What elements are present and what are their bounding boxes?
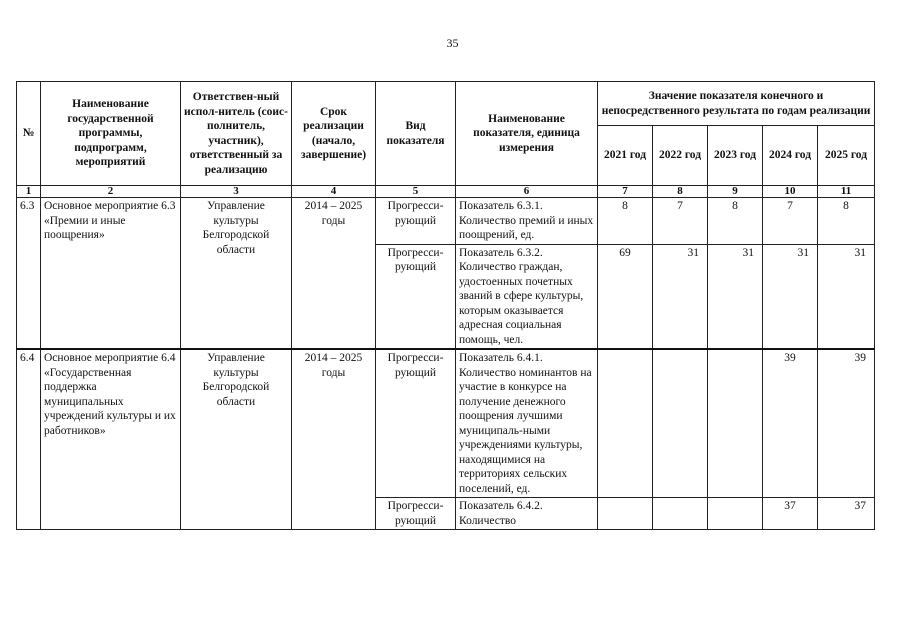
value-2024: 37 <box>763 498 818 530</box>
value-2021: 8 <box>598 198 653 245</box>
row-number: 6.3 <box>17 198 41 350</box>
value-2023: 8 <box>708 198 763 245</box>
value-2022: 31 <box>653 244 708 349</box>
table-row <box>17 198 875 245</box>
indicator-name: Показатель 6.4.1. Количество номинантов на участие в конкурсе на получение денежного поощрения лучшими муниципаль-ными учреждениями культуры, находящимися на территориях сельских поселений, ед. <box>456 349 598 498</box>
header-responsible: Ответствен-ный испол-нитель (соис-полнитель, участник), ответственный за реализацию <box>181 82 292 186</box>
indicator-name: Показатель 6.3.1. Количество премий и иных поощрений, ед. <box>456 198 598 245</box>
value-2023 <box>708 349 763 498</box>
header-values-group: Значение показателя конечного и непосредственного результата по годам реализации <box>598 82 875 126</box>
value-2022 <box>653 349 708 498</box>
value-2024: 39 <box>763 349 818 498</box>
column-number: 5 <box>376 186 456 198</box>
indicator-name: Показатель 6.4.2. Количество <box>456 498 598 530</box>
responsible-executor: Управление культуры Белгородской области <box>181 349 292 530</box>
value-2025: 31 <box>818 244 875 349</box>
value-2023: 31 <box>708 244 763 349</box>
header-year-2025: 2025 год <box>818 126 875 186</box>
column-number: 2 <box>41 186 181 198</box>
column-number: 7 <box>598 186 653 198</box>
indicator-type: Прогресси-рующий <box>376 198 456 245</box>
header-year-2022: 2022 год <box>653 126 708 186</box>
header-program: Наименование государственной программы, подпрограмм, мероприятий <box>41 82 181 186</box>
header-type: Вид показателя <box>376 82 456 186</box>
indicator-type: Прогресси-рующий <box>376 244 456 349</box>
value-2021: 69 <box>598 244 653 349</box>
program-name: Основное мероприятие 6.3 «Премии и иные поощрения» <box>41 198 181 350</box>
header-no: № <box>17 82 41 186</box>
value-2021 <box>598 349 653 498</box>
indicators-table <box>16 81 875 530</box>
column-number: 1 <box>17 186 41 198</box>
indicator-type: Прогресси-рующий <box>376 349 456 498</box>
indicator-type: Прогресси-рующий <box>376 498 456 530</box>
column-number: 10 <box>763 186 818 198</box>
column-number: 6 <box>456 186 598 198</box>
indicator-name: Показатель 6.3.2. Количество граждан, удостоенных почетных званий в сфере культуры, которым оказывается адресная социальная помощь, чел. <box>456 244 598 349</box>
program-name: Основное мероприятие 6.4 «Государственная поддержка муниципальных учреждений культуры и их работников» <box>41 349 181 530</box>
row-number: 6.4 <box>17 349 41 530</box>
value-2024: 7 <box>763 198 818 245</box>
value-2022: 7 <box>653 198 708 245</box>
header-year-2023: 2023 год <box>708 126 763 186</box>
header-year-2021: 2021 год <box>598 126 653 186</box>
value-2025: 8 <box>818 198 875 245</box>
column-number: 8 <box>653 186 708 198</box>
page-number: 35 <box>446 36 459 50</box>
value-2021 <box>598 498 653 530</box>
value-2023 <box>708 498 763 530</box>
column-number: 11 <box>818 186 875 198</box>
value-2024: 31 <box>763 244 818 349</box>
responsible-executor: Управление культуры Белгородской области <box>181 198 292 350</box>
header-year-2024: 2024 год <box>763 126 818 186</box>
header-term: Срок реализации (начало, завершение) <box>292 82 376 186</box>
value-2022 <box>653 498 708 530</box>
header-indicator: Наименование показателя, единица измерения <box>456 82 598 186</box>
value-2025: 39 <box>818 349 875 498</box>
table-row <box>17 349 875 498</box>
implementation-term: 2014 – 2025 годы <box>292 349 376 530</box>
column-number: 3 <box>181 186 292 198</box>
implementation-term: 2014 – 2025 годы <box>292 198 376 350</box>
column-number: 4 <box>292 186 376 198</box>
value-2025: 37 <box>818 498 875 530</box>
column-number: 9 <box>708 186 763 198</box>
